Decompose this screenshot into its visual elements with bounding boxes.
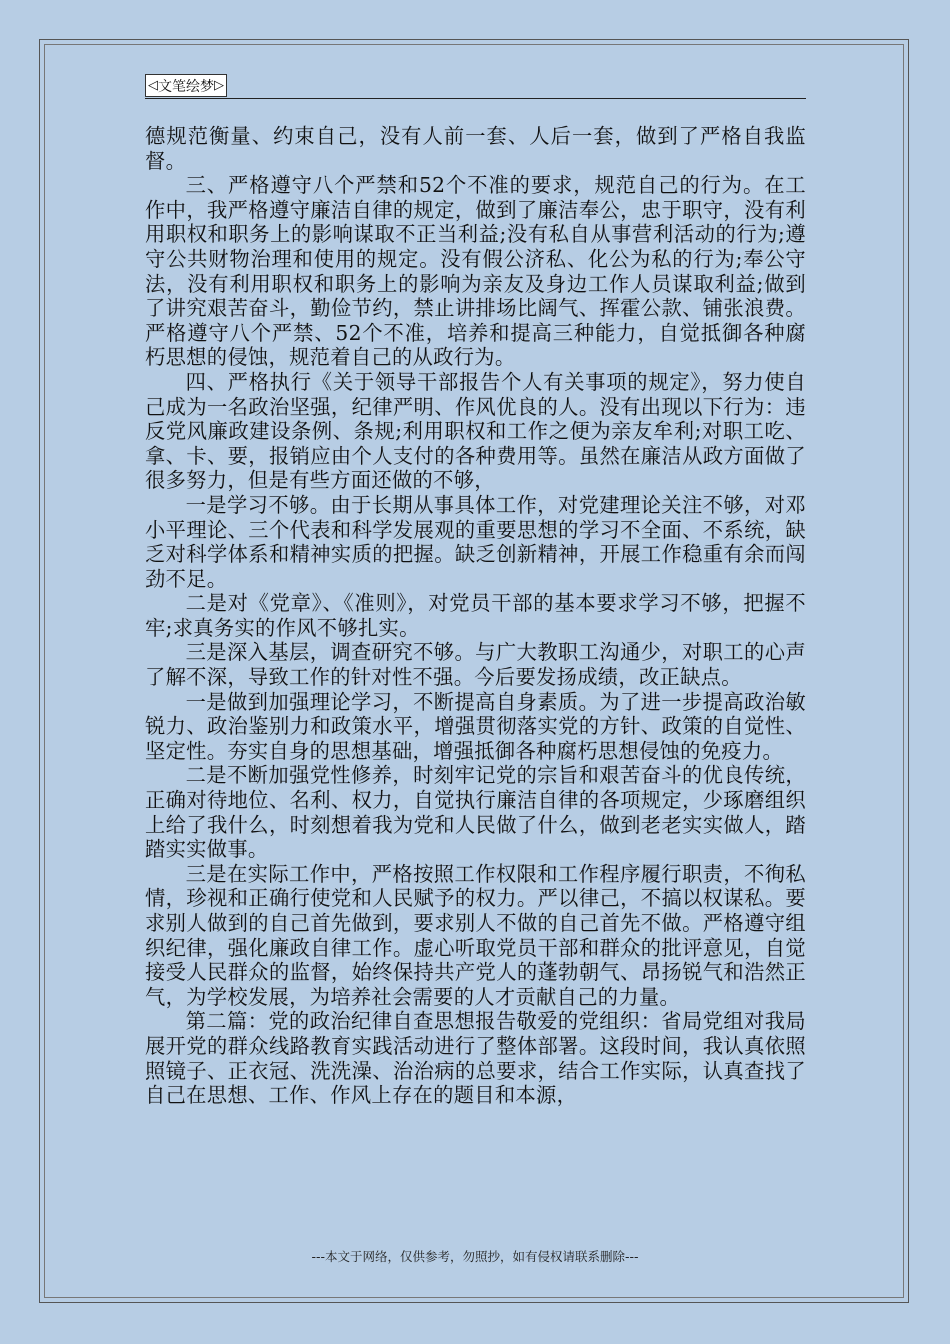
paragraph: 四、严格执行《关于领导干部报告个人有关事项的规定》，努力使自己成为一名政治坚强，纪律严明、作风优良的人。没有出现以下行为：违反党风廉政建设条例、条规;利用职权和工作之便为亲友牟利;对职工吃、拿、卡、要，报销应由个人支付的各种费用等。虽然在廉洁从政方面做了很多努力，但是有些方面还做的不够， xyxy=(145,369,806,493)
left-triangle-icon: ◁ xyxy=(148,78,158,93)
paragraph: 三、严格遵守八个严禁和52个不准的要求，规范自己的行为。在工作中，我严格遵守廉洁自律的规定，做到了廉洁奉公，忠于职守，没有利用职权和职务上的影响谋取不正当利益;没有私自从事营利活动的行为;遵守公共财物治理和使用的规定。没有假公济私、化公为私的行为;奉公守法，没有利用职权和职务上的影响为亲友及身边工作人员谋取利益;做到了讲究艰苦奋斗，勤俭节约，禁止讲排场比阔气、挥霍公款、铺张浪费。严格遵守八个严禁、52个不准，培养和提高三种能力，自觉抵御各种腐朽思想的侵蚀，规范着自己的从政行为。 xyxy=(145,173,806,370)
paragraph: 第二篇：党的政治纪律自查思想报告敬爱的党组织：省局党组对我局展开党的群众线路教育实践活动进行了整体部署。这段时间，我认真依照照镜子、正衣冠、洗洗澡、治治病的总要求，结合工作实际，认真查找了自己在思想、工作、作风上存在的题目和本源， xyxy=(145,1009,806,1108)
paragraph: 一是学习不够。由于长期从事具体工作，对党建理论关注不够，对邓小平理论、三个代表和科学发展观的重要思想的学习不全面、不系统，缺乏对科学体系和精神实质的把握。缺乏创新精神，开展工作稳重有余而闯劲不足。 xyxy=(145,492,806,591)
right-triangle-icon: ▷ xyxy=(214,78,224,93)
paragraph: 一是做到加强理论学习，不断提高自身素质。为了进一步提高政治敏锐力、政治鉴别力和政策水平，增强贯彻落实党的方针、政策的自觉性、坚定性。夯实自身的思想基础，增强抵御各种腐朽思想侵蚀的免疫力。 xyxy=(145,689,806,763)
paragraph: 三是深入基层，调查研究不够。与广大教职工沟通少，对职工的心声了解不深，导致工作的针对性不强。今后要发扬成绩，改正缺点。 xyxy=(145,640,806,690)
paragraph: 德规范衡量、约束自己，没有人前一套、人后一套，做到了严格自我监督。 xyxy=(145,124,806,173)
logo-text: 文笔绘梦 xyxy=(158,78,214,95)
header-divider xyxy=(145,98,806,99)
paragraph: 二是对《党章》、《准则》，对党员干部的基本要求学习不够，把握不牢;求真务实的作风不够扎实。 xyxy=(145,591,806,640)
header-logo xyxy=(145,74,227,97)
paragraph: 三是在实际工作中，严格按照工作权限和工作程序履行职责，不徇私情，珍视和正确行使党和人民赋予的权力。严以律己，不搞以权谋私。要求别人做到的自己首先做到，要求别人不做的自己首先不做。严格遵守组织纪律，强化廉政自律工作。虚心听取党员干部和群众的批评意见，自觉接受人民群众的监督，始终保持共产党人的蓬勃朝气、昂扬锐气和浩然正气，为学校发展，为培养社会需要的人才贡献自己的力量。 xyxy=(145,861,806,1009)
paragraph: 二是不断加强党性修养，时刻牢记党的宗旨和艰苦奋斗的优良传统，正确对待地位、名利、权力，自觉执行廉洁自律的各项规定，少琢磨组织上给了我什么，时刻想着我为党和人民做了什么，做到老老实实做人，踏踏实实做事。 xyxy=(145,763,806,862)
document-body xyxy=(145,124,806,1108)
footer-disclaimer: ---本文于网络，仅供参考，勿照抄，如有侵权请联系删除--- xyxy=(311,1249,639,1264)
